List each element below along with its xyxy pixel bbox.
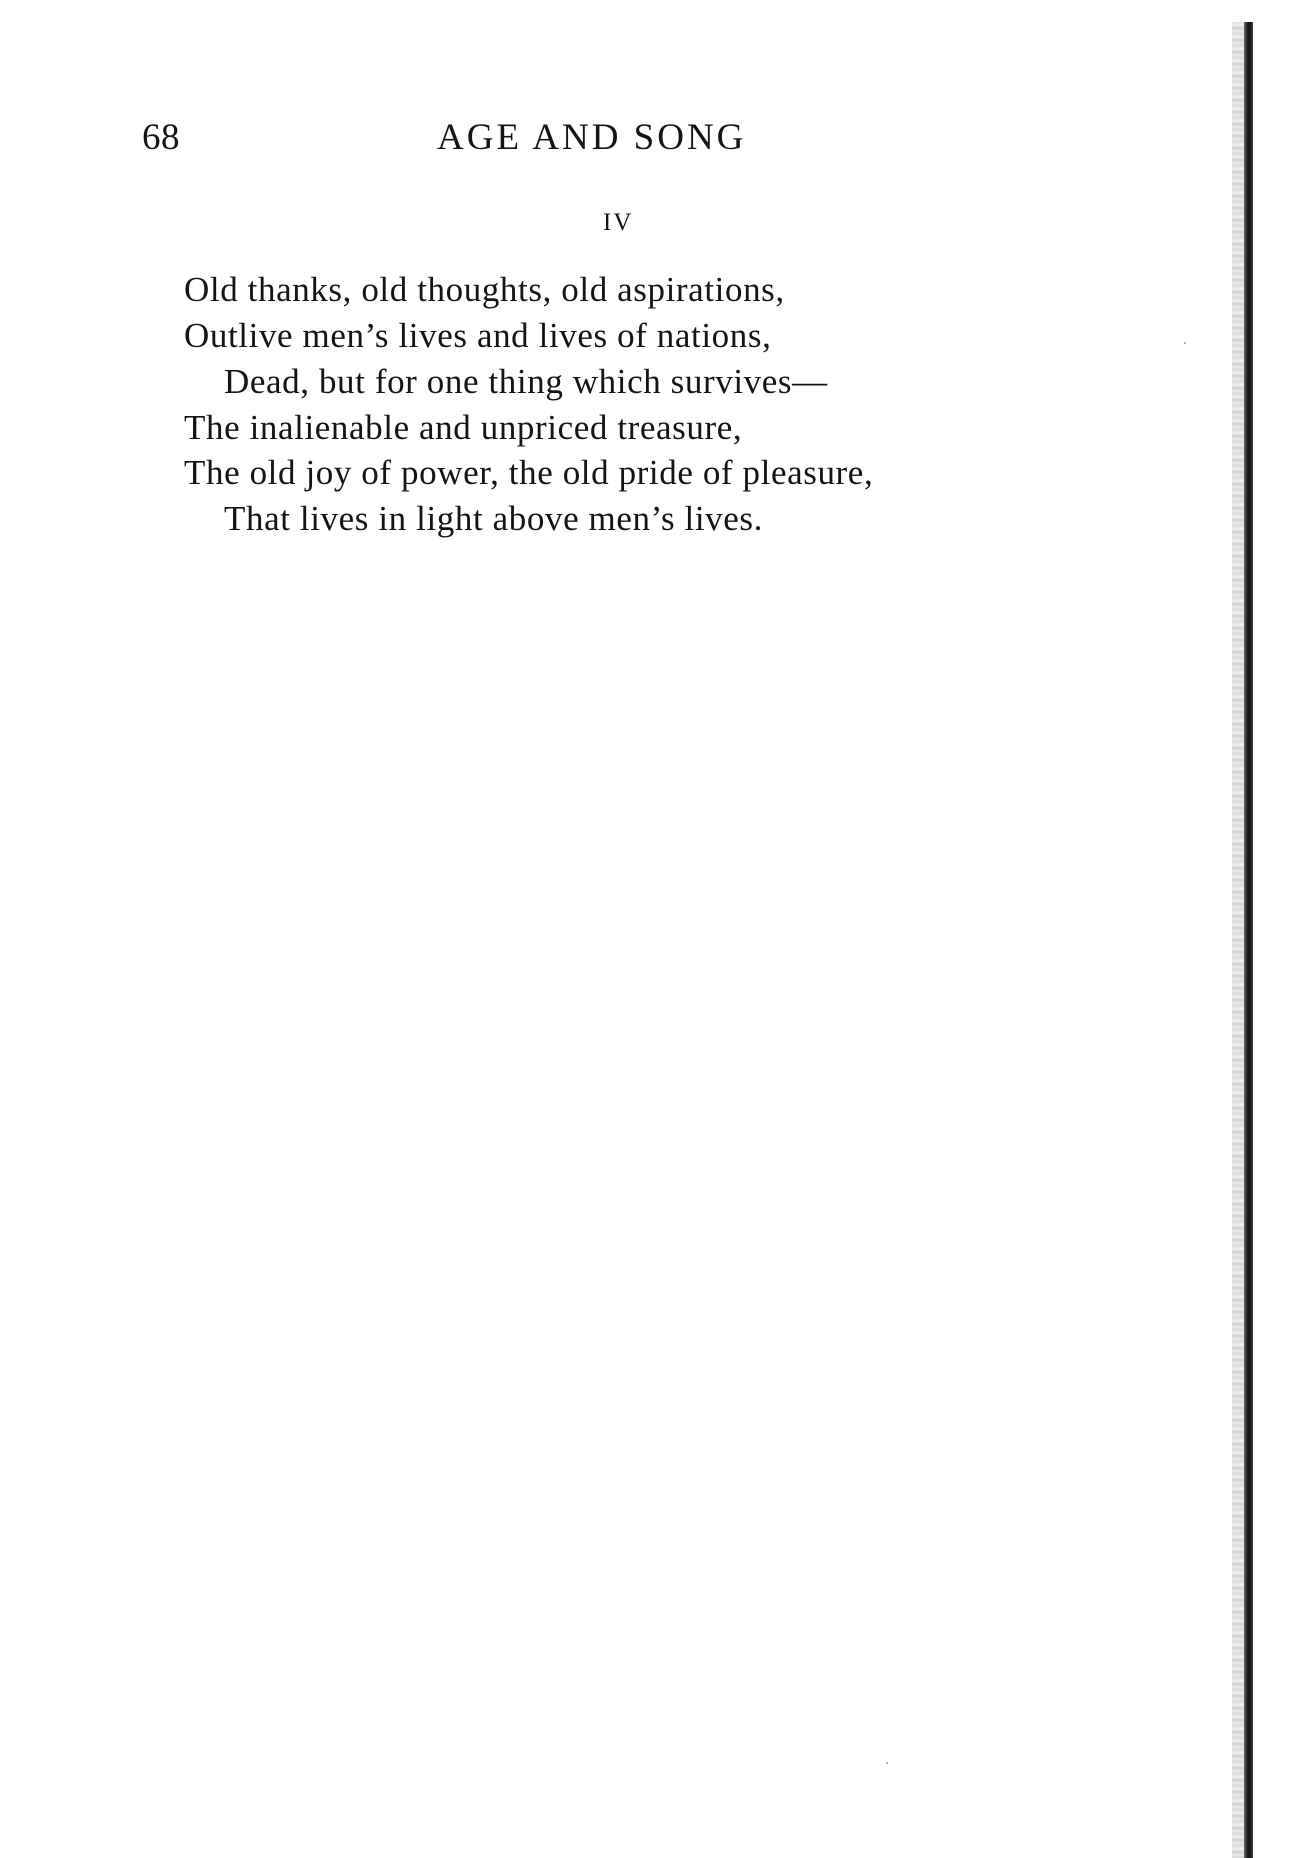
- verse-line: Old thanks, old thoughts, old aspirations,: [184, 270, 785, 309]
- verse-line: The inalienable and unpriced treasure,: [184, 408, 743, 447]
- scan-binding-edge: [1232, 22, 1260, 1858]
- verse-line: The old joy of power, the old pride of pleasure,: [184, 453, 874, 492]
- verse-line: Outlive men’s lives and lives of nations,: [184, 316, 772, 355]
- running-head: AGE AND SONG: [437, 117, 747, 158]
- binding-gutter-line: [1244, 22, 1253, 1858]
- section-numeral: IV: [603, 209, 634, 236]
- scan-speck: [886, 1762, 888, 1764]
- scan-speck: [1184, 342, 1186, 344]
- verse-line-indented: That lives in light above men’s lives.: [224, 499, 763, 538]
- page-number: 68: [142, 117, 180, 158]
- verse-line-indented: Dead, but for one thing which survives—: [224, 362, 828, 401]
